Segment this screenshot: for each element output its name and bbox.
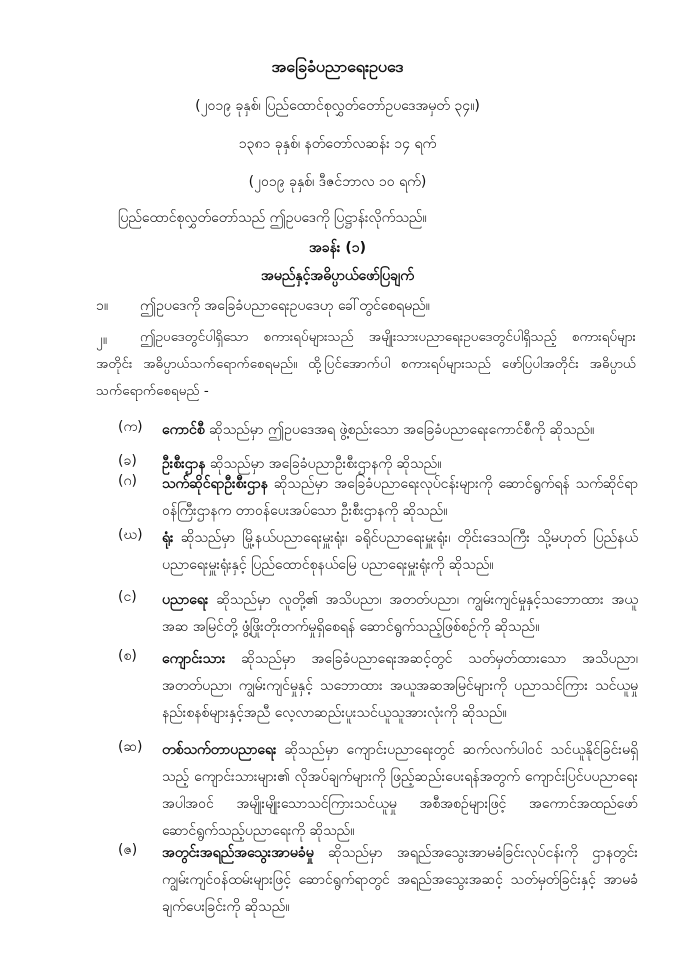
enactment-clause: ပြည်ထောင်စုလွှတ်တော်သည် ဤဥပဒေကို ပြဋ္ဌာန်းလိုက်သည်။ [118,210,427,226]
chapter-number: အခန်း (၁) [308,240,367,256]
definition-term: ဦးစီးဌာန [162,456,206,472]
definition-marker: (ဂ) [118,473,137,489]
definition-term: ကျောင်းသား [162,651,226,667]
definition-text: ဆိုသည်မှာ ဤဥပဒေအရ ဖွဲ့စည်းသော အခြေခံပညာရေးကောင်စီကို ဆိုသည်။ [204,422,595,438]
definition-marker: (စ) [118,648,137,664]
section-text: ဤဥပဒေတွင်ပါရှိသော စကားရပ်များသည် အမျိုးသားပညာရေးဥပဒေတွင်ပါရှိသည့် စကားရပ်များအတိုင်း အဓိပ္ပာယ်သက်ရောက်စေရမည်။ ထို့ပြင်အောက်ပါ စကားရပ်များသည် ဖော်ပြပါအတိုင်း အဓိပ္ပာယ်သက်ရောက်စေရမည် - [96,329,636,399]
definition-text: ဆိုသည်မှာ အခြေခံပညာရေးလုပ်ငန်းများကို ဆောင်ရွက်ရန် သက်ဆိုင်ရာဝန်ကြီးဌာနက တာဝန်ပေးအပ်သော ဦးစီးဌာနကို ဆိုသည်။ [162,476,638,519]
definition-marker: (က) [118,419,143,435]
section-number: ၂။ [96,332,108,348]
definition-term: ရုံး [162,530,174,546]
definition-marker: (ဇ) [118,842,138,858]
definition-marker: (ဆ) [118,739,143,755]
definition-text: ဆိုသည်မှာ အရည်အသွေးအာမခံခြင်းလုပ်ငန်းကို ဌာနတွင်း ကျွမ်းကျင်ဝန်ထမ်းများဖြင့် ဆောင်ရွက်ရာတွင် အရည်အသွေးအဆင့် သတ်မှတ်ခြင်းနှင့် အာမခံချက်ပေးခြင်းကို ဆိုသည်။ [162,845,638,915]
definition-text: ဆိုသည်မှာ မြို့နယ်ပညာရေးမှူးရုံး၊ ခရိုင်ပညာရေးမှူးရုံး၊ တိုင်းဒေသကြီး သို့မဟုတ် ပြည်နယ်ပညာရေးမှူးရုံးနှင့် ပြည်ထောင်စုနယ်မြေ ပညာရေးမှူးရုံးကို ဆိုသည်။ [162,530,638,573]
gregorian-date: (၂၀၁၉ ခုနှစ်၊ ဒီဇင်ဘာလ ၁၀ ရက်) [248,174,427,190]
section-text: ဤဥပဒေကို အခြေခံပညာရေးဥပဒေဟု ခေါ်တွင်စေရမည်။ [140,298,430,314]
definition-term: အတွင်းအရည်အသွေးအာမခံမှု [162,845,314,861]
definition-text: ဆိုသည်မှာ အခြေခံပညာရေးအဆင့်တွင် သတ်မှတ်ထားသော အသိပညာ၊ အတတ်ပညာ၊ ကျွမ်းကျင်မှုနှင့် သဘောထား အယူအဆအမြင်များကို ပညာသင်ကြား သင်ယူမှုနည်းစနစ်များနှင့်အညီ လေ့လာဆည်းပူးသင်ယူသူအားလုံးကို ဆိုသည်။ [162,651,638,721]
definition-marker: (ဃ) [118,527,143,543]
definition-text: ဆိုသည်မှာ ကျောင်းပညာရေးတွင် ဆက်လက်ပါဝင် သင်ယူနိုင်ခြင်းမရှိသည့် ကျောင်းသားများ၏ လိုအပ်ချက်များကို ဖြည့်ဆည်းပေးရန်အတွက် ကျောင်းပြင်ပပညာရေးအပါအဝင် အမျိုးမျိုးသောသင်ကြားသင်ယူမှု အစီအစဉ်များဖြင့် အကောင်အထည်ဖော် ဆောင်ရွက်သည့်ပညာရေးကို ဆိုသည်။ [162,742,638,839]
definition-marker: (ခ) [118,453,137,469]
definition-text: ဆိုသည်မှာ လူတို့၏ အသိပညာ၊ အတတ်ပညာ၊ ကျွမ်းကျင်မှုနှင့်သဘောထား အယူအဆ အမြင်တို့ ဖွံ့ဖြိုးတိုးတက်မှုရှိစေရန် ဆောင်ရွက်သည့်ဖြစ်စဉ်ကို ဆိုသည်။ [162,592,638,635]
law-number: (၂၀၁၉ ခုနှစ်၊ ပြည်ထောင်စုလွှတ်တော်ဥပဒေအမှတ် ၃၄။) [195,98,480,114]
chapter-title: အမည်နှင့်အဓိပ္ပာယ်ဖော်ပြချက် [261,268,414,284]
definition-term: ပညာရေး [162,592,209,608]
definition-term: သက်ဆိုင်ရာဦးစီးဌာန [162,476,268,492]
definition-term: တစ်သက်တာပညာရေး [162,742,277,758]
definition-term: ကောင်စီ [162,422,205,438]
definition-text: ဆိုသည်မှာ အခြေခံပညာဦးစီးဌာနကို ဆိုသည်။ [205,456,442,472]
definition-marker: (င) [118,589,137,605]
law-title: အခြေခံပညာရေးဥပဒေ [271,57,404,76]
section-number: ၁။ [96,298,109,314]
myanmar-date: ၁၃၈၁ ခုနှစ်၊ နတ်တော်လဆန်း ၁၄ ရက် [238,136,437,152]
